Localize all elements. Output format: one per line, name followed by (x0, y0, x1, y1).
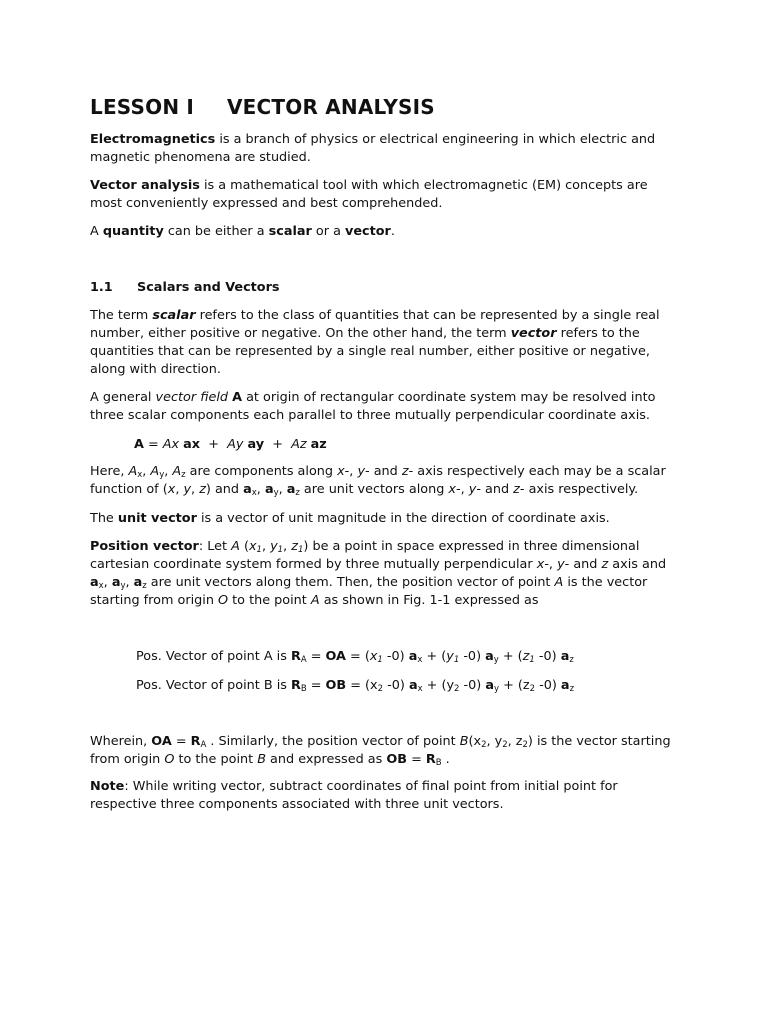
intro-paragraph-electromagnetics: Electromagnetics is a branch of physics or electrical engineering in which electric and magnetic phenomena are studied. (90, 132, 656, 165)
unit-vector-paragraph: The unit vector is a vector of unit magnitude in the direction of coordinate axis. (90, 511, 610, 526)
section-heading (90, 279, 280, 297)
lesson-topic: VECTOR ANALYSIS (227, 95, 435, 119)
components-paragraph: Here, $A_x$, $A_y$, $A_z$ are components along x-, y- and z- axis respectively each may be a scalar function of (x, y, z) and $a_x$, $a_y$, $a_z$ are unit vectors along x-, y- and z- axis respectively. (90, 464, 666, 498)
position-vector-paragraph: Position vector: Let A ($x_1$, $y_1$, $z_1$) be a point in space expressed in three dimensional cartesian coordinate system formed by three mutually perpendicular x-, y- and z axis and $a_x$, $a_y$, $a_z$ are unit vectors along them. Then, the position vector of point A is the vector starting from origin O to the point A as shown in Fig. 1-1 expressed as (90, 539, 667, 608)
intro-paragraph-quantity: A quantity can be either a scalar or a vector. (90, 224, 395, 239)
vector-field-equation: A = Ax ax + Ay ay + Az az (134, 437, 327, 452)
position-vector-equation-a: Pos. Vector of point A is $R_A$ = OA = ($x_1$ -0) $a_x + (y_1$ -0) $a_y + (z_1$ -0) $a_z$ (136, 649, 574, 665)
note-paragraph: Note: While writing vector, subtract coordinates of final point from initial point for respective three components associated with three unit vectors. (90, 779, 618, 812)
lesson-title (90, 93, 435, 121)
vector-field-paragraph: A general vector field A at origin of rectangular coordinate system may be resolved into three scalar components each parallel to three mutually perpendicular coordinate axis. (90, 390, 656, 423)
section-number: 1.1 (90, 280, 113, 295)
intro-paragraph-vector-analysis: Vector analysis is a mathematical tool with which electromagnetic (EM) concepts are most conveniently expressed and best comprehended. (90, 178, 648, 211)
scalar-vector-paragraph: The term scalar refers to the class of quantities that can be represented by a single real number, either positive or negative. On the other hand, the term vector refers to the quantities that can be represented by a single real number, either positive or negative, along with direction. (90, 308, 660, 377)
position-vector-equation-b: Pos. Vector of point B is $R_B$ = OB = ($x_2$ -0) $a_x + (y_2$ -0) $a_y + (z_2$ -0) $a_z$ (136, 678, 575, 694)
section-title: Scalars and Vectors (137, 280, 280, 295)
lesson-number: LESSON I (90, 95, 195, 119)
wherein-paragraph: Wherein, OA = $R_A$ . Similarly, the position vector of point $B(x_2$, $y_2$, $z_2$) is the vector starting from origin O to the point B and expressed as OB = $R_B$ . (90, 734, 671, 768)
